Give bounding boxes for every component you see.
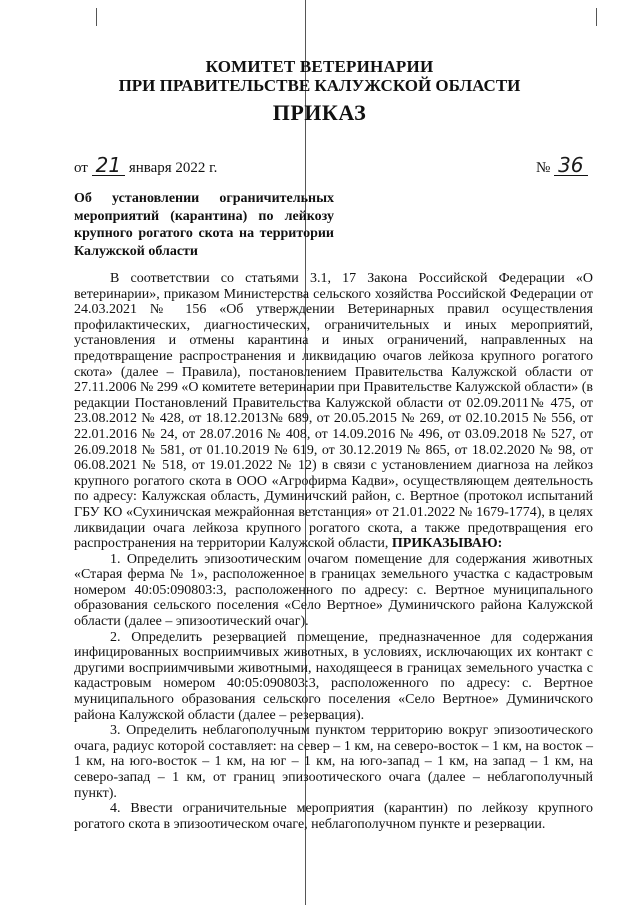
date-prefix: от <box>74 160 88 176</box>
paragraph-item-2: 2. Определить резервацией помещение, предназначенное для содержания инфицированных восприимчивых животных, в условиях, исключающих их контакт с другими восприимчивыми животными, находящееся в границах земельного участка с кадастровым номером 40:05:090803:3, расположенного по адресу: с. Вертное муниципального образования сельского поселения «Село Вертное» Думиничского района Калужской области (далее – резервация). <box>74 629 593 723</box>
scan-artifact-mark <box>596 8 597 26</box>
date-day-handwritten: 21 <box>92 155 125 176</box>
scan-artifact-mark <box>96 8 97 26</box>
preamble-text: В соответствии со статьями 3.1, 17 Закона Российской Федерации «О ветеринарии», приказом Министерства сельского хозяйства Российской Федерации от 24.03.2021 № 156 «Об утверждении Ветеринарных правил осуществления профилактических, диагностических, ограничительных и иных мероприятий, установления и отмены карантина и иных ограничений, направленных на предотвращение распространения и ликвидацию очагов лейкоза крупного рогатого скота» (далее – Правила), постановлением Правительства Калужской области от 27.11.2006 № 299 «О комитете ветеринарии при Правительстве Калужской области» (в редакции Постановлений Правительства Калужской области от 02.09.2011№ 475, от 23.08.2012 № 428, от 18.12.2013№ 689, от 20.05.2015 № 269, от 02.10.2015 № 556, от 22.01.2016 № 24, от 28.07.2016 № 408, от 14.09.2016 № 496, от 03.09.2018 № 527, от 26.09.2018 № 581, от 01.10.2019 № 619, от 30.12.2019 № 865, от 18.02.2020 № 98, от 06.08.2021 № 518, от 19.01.2022 № 12) в связи с установлением диагноза на лейкоз крупного рогатого скота в ООО «Агрофирма Кадви», осуществляющем деятельность по адресу: Калужская область, Думиничский район, с. Вертное (протокол испытаний ГБУ КО «Сухиничская межрайонная ветстанция» от 21.01.2022 № 1679-1774), в целях ликвидации очага лейкоза крупного рогатого скота, а также предотвращения его распространения на территории Калужской области, <box>74 271 593 552</box>
order-keyword: ПРИКАЗЫВАЮ: <box>391 536 503 552</box>
paragraph-item-3: 3. Определить неблагополучным пунктом территорию вокруг эпизоотического очага, радиус которой составляет: на север – 1 км, на северо-восток – 1 км, на восток – 1 км, на юго-восток – 1 км, на юг – 1 км, на юго-запад – 1 км, на запад – 1 км, на северо-запад – 1 км, от границ эпизоотического очага (далее – неблагополучный пункт). <box>74 723 593 801</box>
document-subject: Об установлении ограничительных мероприятий (карантина) по лейкозу крупного рогатого скота на территории Калужской области <box>74 191 334 259</box>
document-number <box>536 155 588 177</box>
number-handwritten: 36 <box>554 155 587 176</box>
number-prefix: № <box>536 160 551 176</box>
paragraph-preamble <box>74 271 593 552</box>
document-title: ПРИКАЗ <box>272 100 367 125</box>
document-date <box>74 155 217 177</box>
document-body <box>74 271 593 832</box>
header-committee: КОМИТЕТ ВЕТЕРИНАРИИ <box>205 57 434 76</box>
date-rest: января 2022 г. <box>128 160 218 176</box>
paragraph-item-4: 4. Ввести ограничительные мероприятия (карантин) по лейкозу крупного рогатого скота в эпизоотическом очаге, неблагополучном пункте и резервации. <box>74 801 593 832</box>
paragraph-item-1: 1. Определить эпизоотическим очагом помещение для содержания животных «Старая ферма № 1», расположенное в границах земельного участка с кадастровым номером 40:05:090803:3, расположенного по адресу: с. Вертное муниципального образования сельского поселения «Село Вертное» Думиничского района Калужской области (далее – эпизоотический очаг). <box>74 551 593 630</box>
header-government: ПРИ ПРАВИТЕЛЬСТВЕ КАЛУЖСКОЙ ОБЛАСТИ <box>118 76 521 95</box>
